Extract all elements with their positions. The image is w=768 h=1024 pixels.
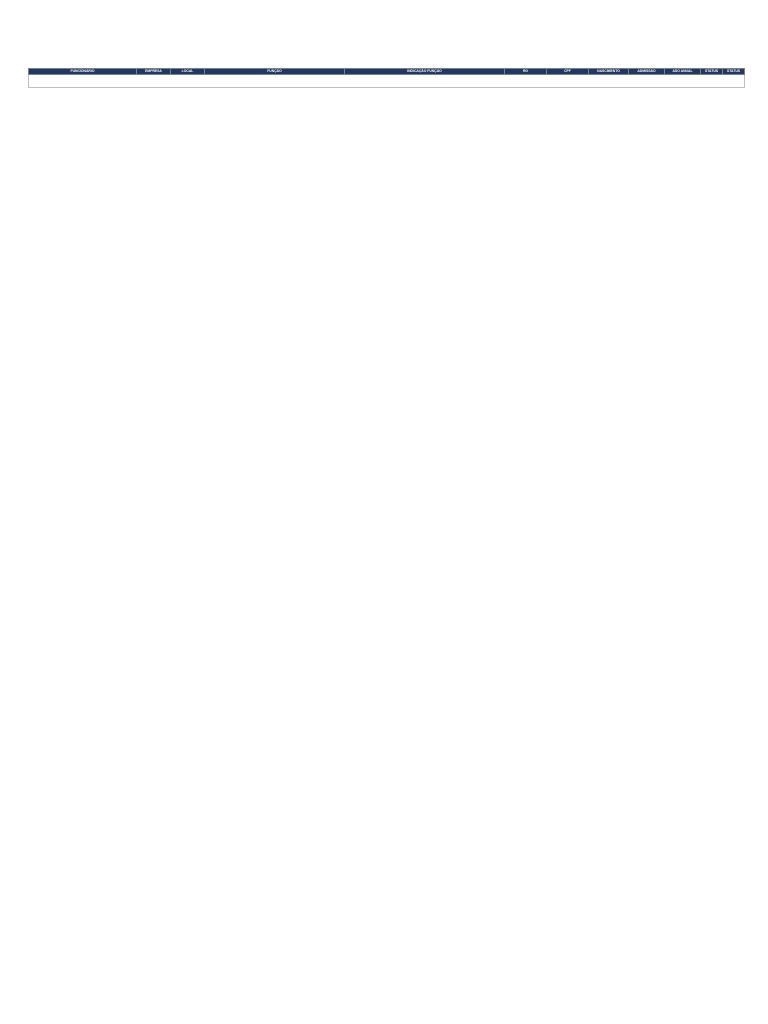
column-header-status[interactable]: STATUS	[701, 69, 723, 75]
column-header-funcao[interactable]: FUNÇÃO	[205, 69, 345, 75]
column-header-funcionario[interactable]: FUNCIONÁRIO	[29, 69, 137, 75]
column-header-cpf[interactable]: CPF	[547, 69, 589, 75]
column-header-aso-anual[interactable]: ASO ANUAL	[665, 69, 701, 75]
column-header-empresa[interactable]: EMPRESA	[137, 69, 171, 75]
column-header-admissao[interactable]: ADMISSÃO	[629, 69, 665, 75]
column-header-local[interactable]: LOCAL	[171, 69, 205, 75]
empty-note	[29, 75, 745, 88]
column-header-indicacao-funcao[interactable]: INDICAÇÃO FUNÇÃO	[345, 69, 505, 75]
employee-table	[28, 68, 745, 88]
table-row-empty	[29, 75, 745, 88]
column-header-rg[interactable]: RG	[505, 69, 547, 75]
column-header-status-2[interactable]: STATUS	[723, 69, 745, 75]
spreadsheet	[28, 68, 744, 88]
column-header-nascimento[interactable]: NASCIMENTO	[589, 69, 629, 75]
table-body	[29, 75, 745, 88]
